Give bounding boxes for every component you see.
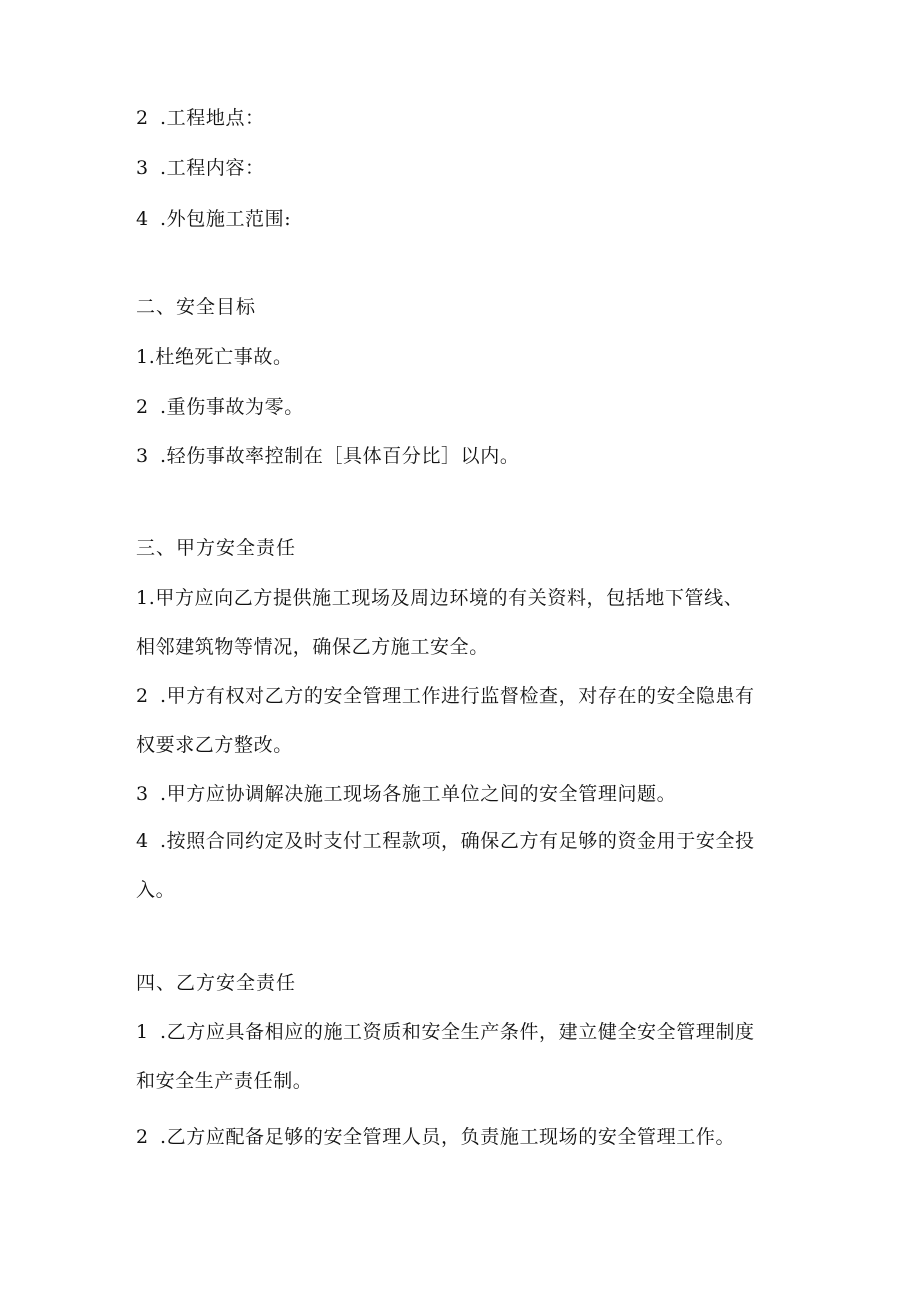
list-item <box>136 1019 786 1045</box>
list-item <box>136 1124 786 1150</box>
item-number: 4 <box>136 830 149 852</box>
item-text: .甲方应协调解决施工现场各施工单位之间的安全管理问题。 <box>160 783 677 805</box>
list-item-continuation: 权要求乙方整改。 <box>136 734 293 756</box>
item-text: .外包施工范围: <box>160 208 292 230</box>
list-item <box>136 828 786 854</box>
list-item <box>136 585 786 611</box>
item-text: .工程地点： <box>160 107 265 129</box>
item-text: .工程内容： <box>160 157 265 179</box>
item-text: .杜绝死亡事故。 <box>148 346 293 368</box>
section-heading-safety-goals: 二、安全目标 <box>136 296 257 318</box>
list-item <box>136 394 786 420</box>
item-number: 2 <box>136 1126 149 1148</box>
item-text: .轻伤事故率控制在［具体百分比］以内。 <box>160 445 520 467</box>
list-item-continuation: 入。 <box>136 879 176 901</box>
outsourcing-scope-item <box>136 206 786 232</box>
item-number: 2 <box>136 107 149 129</box>
item-text: .重伤事故为零。 <box>160 396 304 418</box>
item-text: .按照合同约定及时支付工程款项，确保乙方有足够的资金用于安全投 <box>160 830 755 852</box>
list-item-continuation: 相邻建筑物等情况，确保乙方施工安全。 <box>136 636 489 658</box>
item-number: 3 <box>136 783 149 805</box>
item-number: 4 <box>136 208 149 230</box>
list-item-continuation: 和安全生产责任制。 <box>136 1070 313 1092</box>
list-item <box>136 781 786 807</box>
item-number: 1 <box>136 587 149 609</box>
item-text: .甲方应向乙方提供施工现场及周边环境的有关资料，包括地下管线、 <box>148 587 744 609</box>
item-number: 2 <box>136 685 149 707</box>
section-heading-party-a: 三、甲方安全责任 <box>136 537 297 559</box>
item-text: .乙方应具备相应的施工资质和安全生产条件，建立健全安全管理制度 <box>160 1021 755 1043</box>
item-number: 1 <box>136 346 149 368</box>
item-number: 1 <box>136 1021 149 1043</box>
section-heading-party-b: 四、乙方安全责任 <box>136 972 297 994</box>
project-content-item <box>136 155 786 181</box>
project-location-item <box>136 105 786 131</box>
list-item <box>136 344 786 370</box>
list-item <box>136 683 786 709</box>
item-text: .乙方应配备足够的安全管理人员，负责施工现场的安全管理工作。 <box>160 1126 736 1148</box>
item-number: 3 <box>136 157 149 179</box>
list-item <box>136 443 786 469</box>
item-number: 3 <box>136 445 149 467</box>
item-number: 2 <box>136 396 149 418</box>
item-text: .甲方有权对乙方的安全管理工作进行监督检查，对存在的安全隐患有 <box>160 685 755 707</box>
